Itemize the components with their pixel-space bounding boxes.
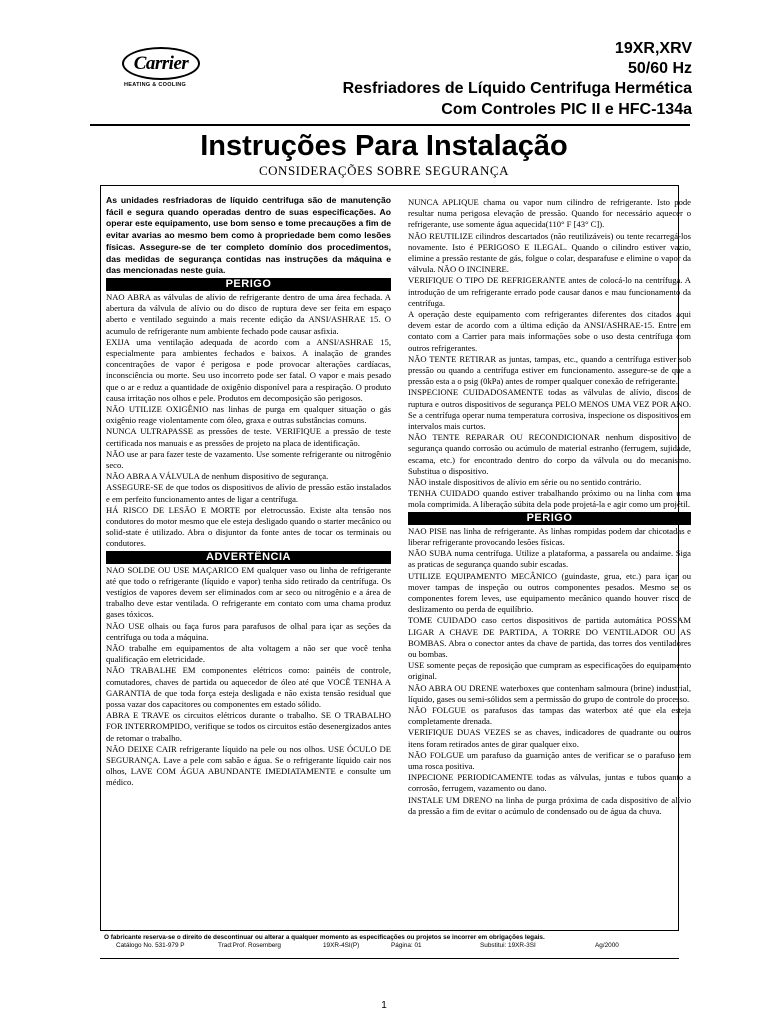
footer bbox=[104, 934, 678, 952]
right-perigo-item: TOME CUIDADO caso certos dispositivos de partida automática POSSAM LIGAR A CHAVE DE PARTIDA, A TORRE DO VENTILADOR OU AS BOMBAS. Abra o conector antes da chave de partida, das torres dos ventiladores ou bombas. bbox=[408, 615, 691, 659]
right-perigo-item: NÃO SUBA numa centrífuga. Utilize a plataforma, a passarela ou andaime. Siga as praticas de segurança quando subir escadas. bbox=[408, 548, 691, 570]
right-paragraph: A operação deste equipamento com refrigerantes diferentes dos citados aqui devem estar de acordo com a última edição da ANSI/ASHRAE-15. Entre em contato com a Carrier para mais informações sobe o uso desta centrífuga com outros refrigerantes. bbox=[408, 309, 691, 353]
footer-replaces: Substitui: 19XR-3SI bbox=[480, 942, 536, 949]
carrier-logo bbox=[122, 47, 200, 80]
right-paragraph: VERIFIQUE O TIPO DE REFRIGERANTE antes de colocá-lo na centrífuga. A introdução de um refrigerante errado pode causar danos e mau funcionamento da centrífuga. bbox=[408, 275, 691, 308]
left-perigo-item: NÃO ABRA A VÁLVULA de nenhum dispositivo de segurança. bbox=[106, 471, 329, 482]
left-perigo-item: EXIJA uma ventilação adequada de acordo com a ANSI/ASHRAE 15, especialmente para ambientes fechados e baixos. A inalação de grandes concentrações de vapor é perigosa e pode provocar alterações cardíacas, inconsciência ou morte. Seu uso incorreto pode ser fatal. O vapor e mais pesado que o ar e reduz a quantidade de oxigênio disponível para a respiração. O produto causa irritação nos olhos e pele. Produtos em decomposição são perigosos. bbox=[106, 336, 391, 403]
logo-brand: Carrier bbox=[133, 52, 189, 74]
header-frequency: 50/60 Hz bbox=[627, 60, 692, 77]
footer-translator: Trad:Prof. Rosemberg bbox=[218, 942, 281, 949]
page-number: 1 bbox=[381, 1000, 387, 1011]
logo-tagline: HEATING & COOLING bbox=[124, 82, 187, 88]
right-perigo-item: INPECIONE PERIODICAMENTE todas as válvulas, juntas e tubos quanto a corrosão, ferrugem, vazamento ou dano. bbox=[408, 772, 691, 794]
left-advertencia-item: NÃO TRABALHE EM componentes elétricos como: painéis de controle, comutadores, chaves de partida ou aquecedor de óleo até que VOCÊ TENHA A GARANTIA de que toda força esteja desligada e não exista tensão residual que possa vazar dos capacitores ou componentes em estado sólido. bbox=[106, 665, 391, 710]
footer-page-label: Página: 01 bbox=[391, 942, 422, 949]
right-perigo-item: NÃO FOLGUE um parafuso da guarnição antes de verificar se o parafuso tem uma rosca positiva. bbox=[408, 749, 691, 771]
right-column bbox=[408, 197, 691, 817]
left-advertencia-item: NAO SOLDE OU USE MAÇARICO EM qualquer vaso ou linha de refrigerante até que todo o refrigerante (líquido e vapor) tenha sido retirado da centrífuga. Os vestígios de vapores devem ser eliminados com ar seco ou nitrogênio e a área de trabalho deve estar ventilada. O refrigerante em contato com uma chama produz gases tóxicos. bbox=[106, 564, 391, 620]
left-advertencia-item: NÃO USE olhais ou faça furos para parafusos de olhal para içar as seções da centrífuga ou toda a máquina. bbox=[106, 620, 391, 642]
left-advertencia-item: ABRA E TRAVE os circuitos elétricos durante o trabalho. SE O TRABALHO FOR INTERROMPIDO, verifique se todos os circuitos estão desenergizados antes de retomar o trabalho. bbox=[106, 710, 391, 743]
perigo-banner-right: PERIGO bbox=[408, 512, 691, 525]
page-title: Instruções Para Instalação bbox=[200, 130, 568, 162]
footer-divider bbox=[100, 958, 679, 959]
footer-catalog: Catálogo No. 531-979 P bbox=[116, 942, 185, 949]
right-perigo-item: NÃO ABRA OU DRENE waterboxes que contenham salmoura (brine) industrial, líquido, gases ou semi-sólidos sem a permissão do grupo de controle do processo. bbox=[408, 682, 691, 704]
right-paragraph: NÃO REUTILIZE cilindros descartados (não reutilizáveis) ou tente recarregá-los novamente. Isto é PERIGOSO E ILEGAL. Quando o cilindro estiver vazio, elimine a pressão restante de gás, folgue o colar, desparafuse e elimine o vapor da válvula. NÃO O INCINERE. bbox=[408, 230, 691, 275]
perigo-banner: PERIGO bbox=[106, 278, 391, 291]
left-perigo-item: ASSEGURE-SE de que todos os dispositivos de alívio de pressão estão instalados e em perfeito funcionamento antes de ligar a centrífuga. bbox=[106, 482, 391, 504]
left-perigo-item: NÃO use ar para fazer teste de vazamento. Use somente refrigerante ou nitrogênio seco. bbox=[106, 448, 391, 470]
right-paragraph: INSPECIONE CUIDADOSAMENTE todas as válvulas de alívio, discos de ruptura e outros dispositivos de segurança PELO MENOS UMA VEZ POR ANO. Se a centrífuga operar numa temperatura corrosiva, inspecione os dispositivos em intervalos mais curtos. bbox=[408, 387, 691, 432]
advertencia-banner: ADVERTÊNCIA bbox=[106, 551, 391, 564]
left-perigo-item: HÁ RISCO DE LESÃO E MORTE por eletrocussão. Existe alta tensão nos condutores do motor mesmo que ele esteja desligado quando o starter mecânico ou solid-state é utilizado. Abra o disjuntor da fonte antes de tocar os terminais ou condutores. bbox=[106, 504, 391, 549]
right-perigo-item: NÃO FOLGUE os parafusos das tampas das waterbox até que ela esteja completamente drenada. bbox=[408, 704, 691, 727]
footer-doc: 19XR-4SI(P) bbox=[323, 942, 360, 949]
right-perigo-item: UTILIZE EQUIPAMENTO MECÂNICO (guindaste, grua, etc.) para içar ou mover tampas de inspeção ou outros componentes pesados. Mesmo se os componentes forem leves, use equipamento mecânico quando houver risco de deslizamento ou perda de equilíbrio. bbox=[408, 570, 691, 615]
footer-disclaimer: O fabricante reserva-se o direito de descontinuar ou alterar a qualquer momento as especificações ou projetos se incorrer em obrigações legais. bbox=[104, 934, 545, 941]
left-column bbox=[106, 195, 391, 789]
page-subtitle: CONSIDERAÇÕES SOBRE SEGURANÇA bbox=[259, 163, 509, 178]
right-paragraph: NÃO TENTE REPARAR OU RECONDICIONAR nenhum dispositivo de segurança quando corrosão ou acúmulo de material estranho (ferrugem, sujidade, escama, etc.) for encontrado dentro do corpo da válvula ou do mecanismo. Substitua o dispositivo. bbox=[408, 432, 691, 476]
right-perigo-item: NAO PISE nas linha de refrigerante. As linhas rompidas podem dar chicotadas e liberar refrigerante provocando lesões físicas. bbox=[408, 525, 691, 547]
header-product-line1: Resfriadores de Líquido Centrifuga Hermética bbox=[342, 80, 692, 97]
left-perigo-item: NUNCA ULTRAPASSE as pressões de teste. VERIFIQUE a pressão de teste certificada nos manuais e as pressões de projeto na placa de identificação. bbox=[106, 426, 391, 448]
right-perigo-item: USE somente peças de reposição que cumpram as especificações do equipamento original. bbox=[408, 660, 691, 682]
left-advertencia-item: NÃO trabalhe em equipamentos de alta voltagem a não ser que você tenha qualificação em eletricidade. bbox=[106, 643, 391, 665]
right-paragraph: NÃO instale dispositivos de alívio em série ou no sentido contrário. bbox=[408, 477, 642, 488]
footer-meta bbox=[104, 942, 678, 952]
header-product-line2: Com Controles PIC II e HFC-134a bbox=[441, 101, 692, 118]
header-model: 19XR,XRV bbox=[614, 40, 692, 57]
right-paragraph: NÃO TENTE RETIRAR as juntas, tampas, etc., quando a centrífuga estiver sob pressão ou quando a centrífuga estiver em funcionamento. assegure-se de que a pressão esta a o psig (0kPa) antes de romper qualquer conexão de refrigerante. bbox=[408, 353, 691, 387]
footer-date: Ag/2000 bbox=[595, 942, 619, 949]
right-paragraph: TENHA CUIDADO quando estiver trabalhando próximo ou na linha com uma mola comprimida. A liberação súbita dela pode projetá-la e agir como um projétil. bbox=[408, 488, 691, 510]
right-paragraph: NUNCA APLIQUE chama ou vapor num cilindro de refrigerante. Isto pode resultar numa perigosa elevação de pressão. Quando for necessário aquecer o refrigerante, use somente água aquecida(110° F [43° C]). bbox=[408, 197, 691, 230]
right-perigo-item: VERIFIQUE DUAS VEZES se as chaves, indicadores de quadrante ou outros itens foram retirados antes de girar qualquer eixo. bbox=[408, 727, 691, 749]
left-perigo-item: NAO ABRA as válvulas de alívio de refrigerante dentro de uma área fechada. A abertura da válvula de alívio ou do disco de ruptura deve ser feita em espaço aberto e ventilado seguindo a mais recente edição da ANSI/ASHRAE 15. O acumulo de refrigerante num ambiente fechado pode causar asfixia. bbox=[106, 291, 391, 336]
top-divider bbox=[90, 124, 690, 126]
right-perigo-item: INSTALE UM DRENO na linha de purga próxima de cada dispositivo de alívio da pressão a fim de evitar o acúmulo de condensado ou de água da chuva. bbox=[408, 794, 691, 816]
intro-paragraph: As unidades resfriadoras de líquido centrifuga são de manutenção fácil e segura quando operadas dentro de suas especificações. Ao operar este equipamento, use bom senso e tome precauções a fim de evitar avarias ao mesmo bem como à propriedade bem como lesões físicas. Assegure-se de ter completo domínio dos procedimentos, das medidas de segurança contidas nas instruções da máquina e das mencionadas neste guia. bbox=[106, 195, 391, 276]
left-perigo-item: NÃO UTILIZE OXIGÊNIO nas linhas de purga em qualquer situação o gás oxigênio reage violentamente com óleo, graxa e outras substâncias comuns. bbox=[106, 403, 391, 426]
left-advertencia-item: NÃO DEIXE CAIR refrigerante líquido na pele ou nos olhos. USE ÓCULO DE SEGURANÇA. Lave a pele com sabão e água. Se o refrigerante líquido cair nos olhos, LAVE COM ÁGUA ABUNDANTE IMEDIATAMENTE e consulte um médico. bbox=[106, 743, 391, 788]
